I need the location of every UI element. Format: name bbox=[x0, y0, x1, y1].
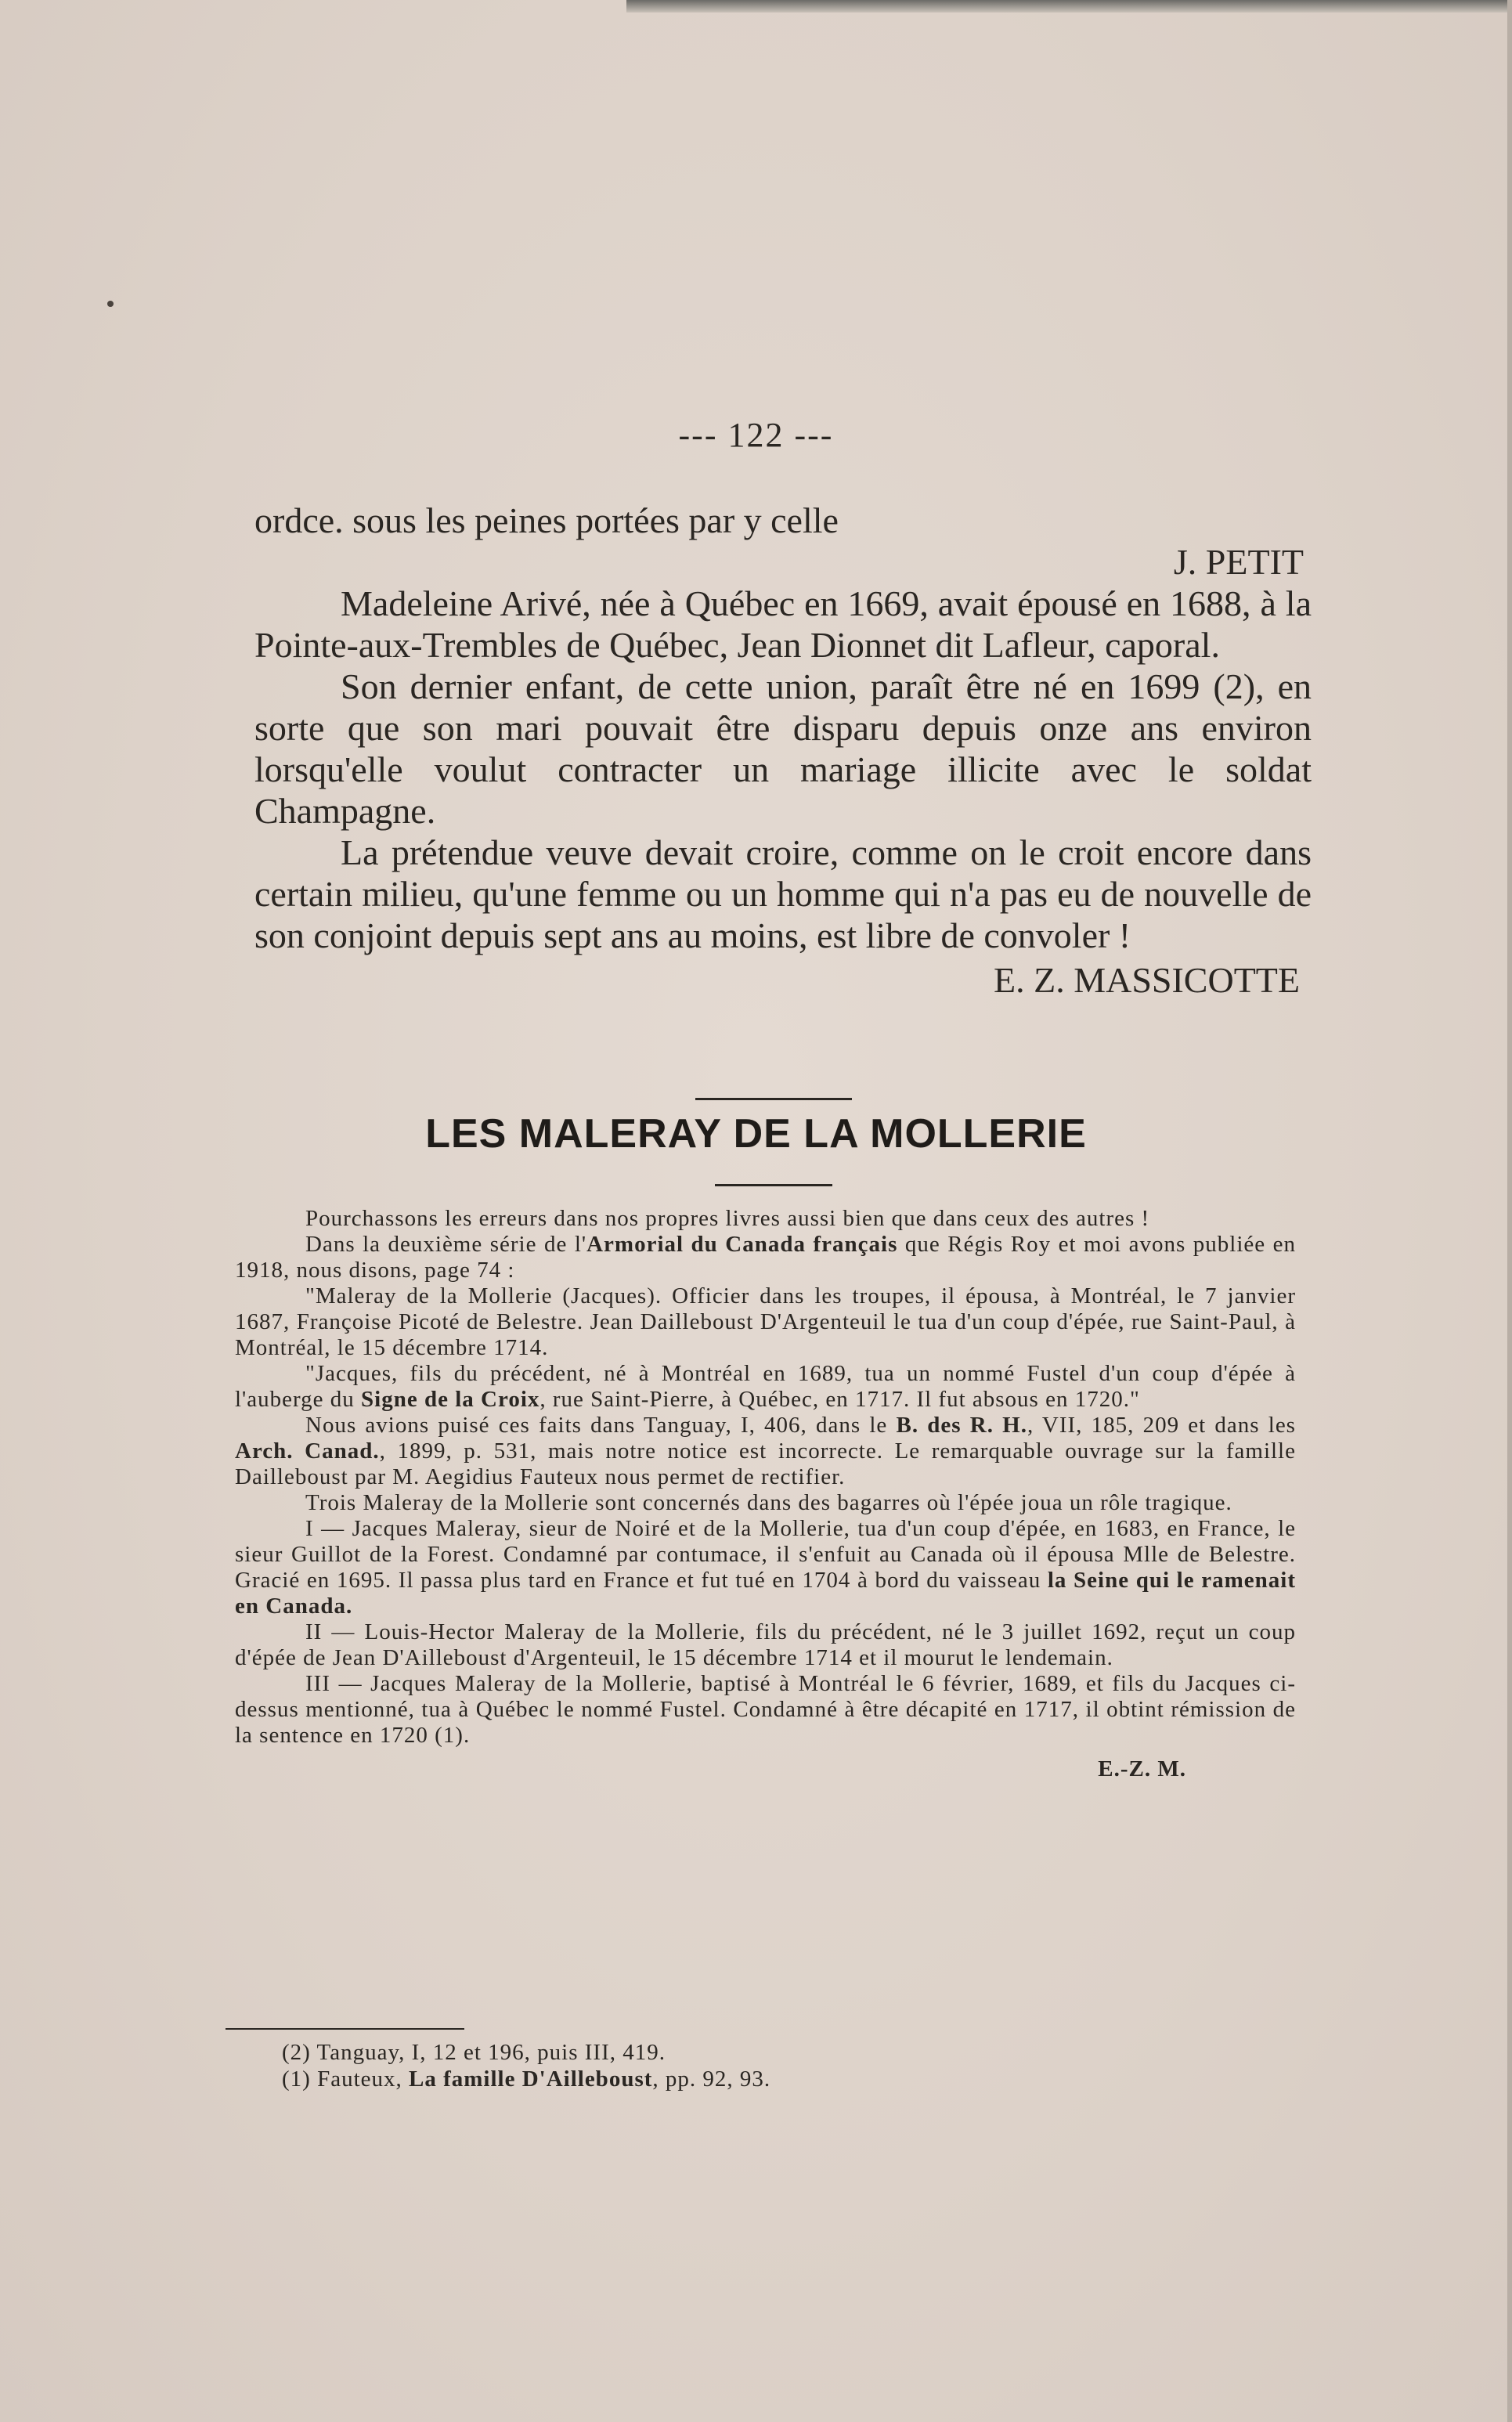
footnote-rule bbox=[226, 2028, 464, 2030]
paragraph-armorial: Dans la deuxième série de l'Armorial du Canada français que Régis Roy et moi avons publiée en 1918, nous disons, page 74 : bbox=[235, 1232, 1296, 1283]
paragraph-trois-maleray: Trois Maleray de la Mollerie sont concernés dans des bagarres où l'épée joua un rôle tragique. bbox=[305, 1490, 1232, 1515]
footnotes bbox=[282, 2039, 770, 2092]
signature-ezm: E.-Z. M. bbox=[1098, 1756, 1186, 1781]
book-title-armorial: Armorial du Canada français bbox=[586, 1232, 898, 1257]
paragraph-arive: Madeleine Arivé, née à Québec en 1669, avait épousé en 1688, à la Pointe-aux-Trembles de Québec, Jean Dionnet dit Lafleur, caporal. bbox=[254, 583, 1312, 665]
source-arch-canad: Arch. Canad. bbox=[235, 1438, 380, 1464]
footnote-2: (2) Tanguay, I, 12 et 196, puis III, 419. bbox=[282, 2040, 666, 2065]
page-number: --- 122 --- bbox=[678, 416, 834, 454]
paragraph-dernier-enfant: Son dernier enfant, de cette union, paraît être né en 1699 (2), en sorte que son mari pouvait être disparu depuis onze ans environ lorsqu'elle voulut contracter un mariage illicite avec le soldat Champagne. bbox=[254, 666, 1312, 831]
paragraph-sources: Nous avions puisé ces faits dans Tanguay, I, 406, dans le B. des R. H., VII, 185, 209 et dans les Arch. Canad., 1899, p. 531, mais notre notice est incorrecte. Le remarquable ouvrage sur la famille Dailleboust par M. Aegidius Fauteux nous permet de rectifier. bbox=[235, 1413, 1296, 1489]
item-one: I — Jacques Maleray, sieur de Noiré et de la Mollerie, tua d'un coup d'épée, en 1683, en France, le sieur Guillot de la Forest. Condamné par contumace, il s'enfuit au Canada où il épousa Mlle de Belestre. Gracié en 1695. Il passa plus tard en France et fut tué en 1704 à bord du vaisseau la Seine qui le ramenait en Canada. bbox=[235, 1516, 1296, 1619]
article-body bbox=[235, 1206, 1296, 1782]
signature-petit: J. PETIT bbox=[1173, 542, 1304, 582]
quote-jacques-fils: "Jacques, fils du précédent, né à Montréal en 1689, tua un nommé Fustel d'un coup d'épée à l'auberge du Signe de la Croix, rue Saint-Pierre, à Québec, en 1717. Il fut absous en 1720." bbox=[235, 1361, 1296, 1412]
top-edge-shadow bbox=[626, 0, 1512, 13]
source-brh: B. des R. H. bbox=[896, 1413, 1027, 1438]
inn-name: Signe de la Croix bbox=[361, 1387, 540, 1412]
paragraph-pourchassons: Pourchassons les erreurs dans nos propres livres aussi bien que dans ceux des autres ! bbox=[305, 1206, 1150, 1231]
speck-mark bbox=[107, 301, 114, 307]
item-two: II — Louis-Hector Maleray de la Mollerie, fils du précédent, né le 3 juillet 1692, reçut un coup d'épée de Jean D'Ailleboust d'Argenteuil, le 15 décembre 1714 et il mourut le lendemain. bbox=[235, 1619, 1296, 1670]
opening-line: ordce. sous les peines portées par y celle bbox=[254, 500, 839, 540]
footnote-book-title: La famille D'Ailleboust bbox=[409, 2066, 653, 2092]
section-divider-top bbox=[695, 1098, 852, 1100]
ship-name: la Seine qui le ramenait en Canada. bbox=[235, 1568, 1296, 1619]
section-divider-bottom bbox=[715, 1184, 832, 1186]
right-edge-shadow bbox=[1507, 0, 1512, 2422]
item-three: III — Jacques Maleray de la Mollerie, baptisé à Montréal le 6 février, 1689, et fils du Jacques ci-dessus mentionné, tua à Québec le nommé Fustel. Condamné à être décapité en 1717, il obtint rémission de la sentence en 1720 (1). bbox=[235, 1671, 1296, 1748]
previous-article-ending bbox=[254, 500, 1312, 1001]
paragraph-pretendue-veuve: La prétendue veuve devait croire, comme on le croit encore dans certain milieu, qu'une femme ou un homme qui n'a pas eu de nouvelle de son conjoint depuis sept ans au moins, est libre de convoler ! bbox=[254, 832, 1312, 955]
footnote-1: (1) Fauteux, La famille D'Ailleboust, pp. 92, 93. bbox=[282, 2066, 771, 2092]
signature-massicotte: E. Z. MASSICOTTE bbox=[994, 960, 1300, 1000]
quote-jacques-maleray: "Maleray de la Mollerie (Jacques). Officier dans les troupes, il épousa, à Montréal, le 7 janvier 1687, Françoise Picoté de Belestre. Jean Dailleboust D'Argenteuil le tua d'un coup d'épée, rue Saint-Paul, à Montréal, le 15 décembre 1714. bbox=[235, 1283, 1296, 1360]
article-title: LES MALERAY DE LA MOLLERIE bbox=[425, 1111, 1087, 1157]
